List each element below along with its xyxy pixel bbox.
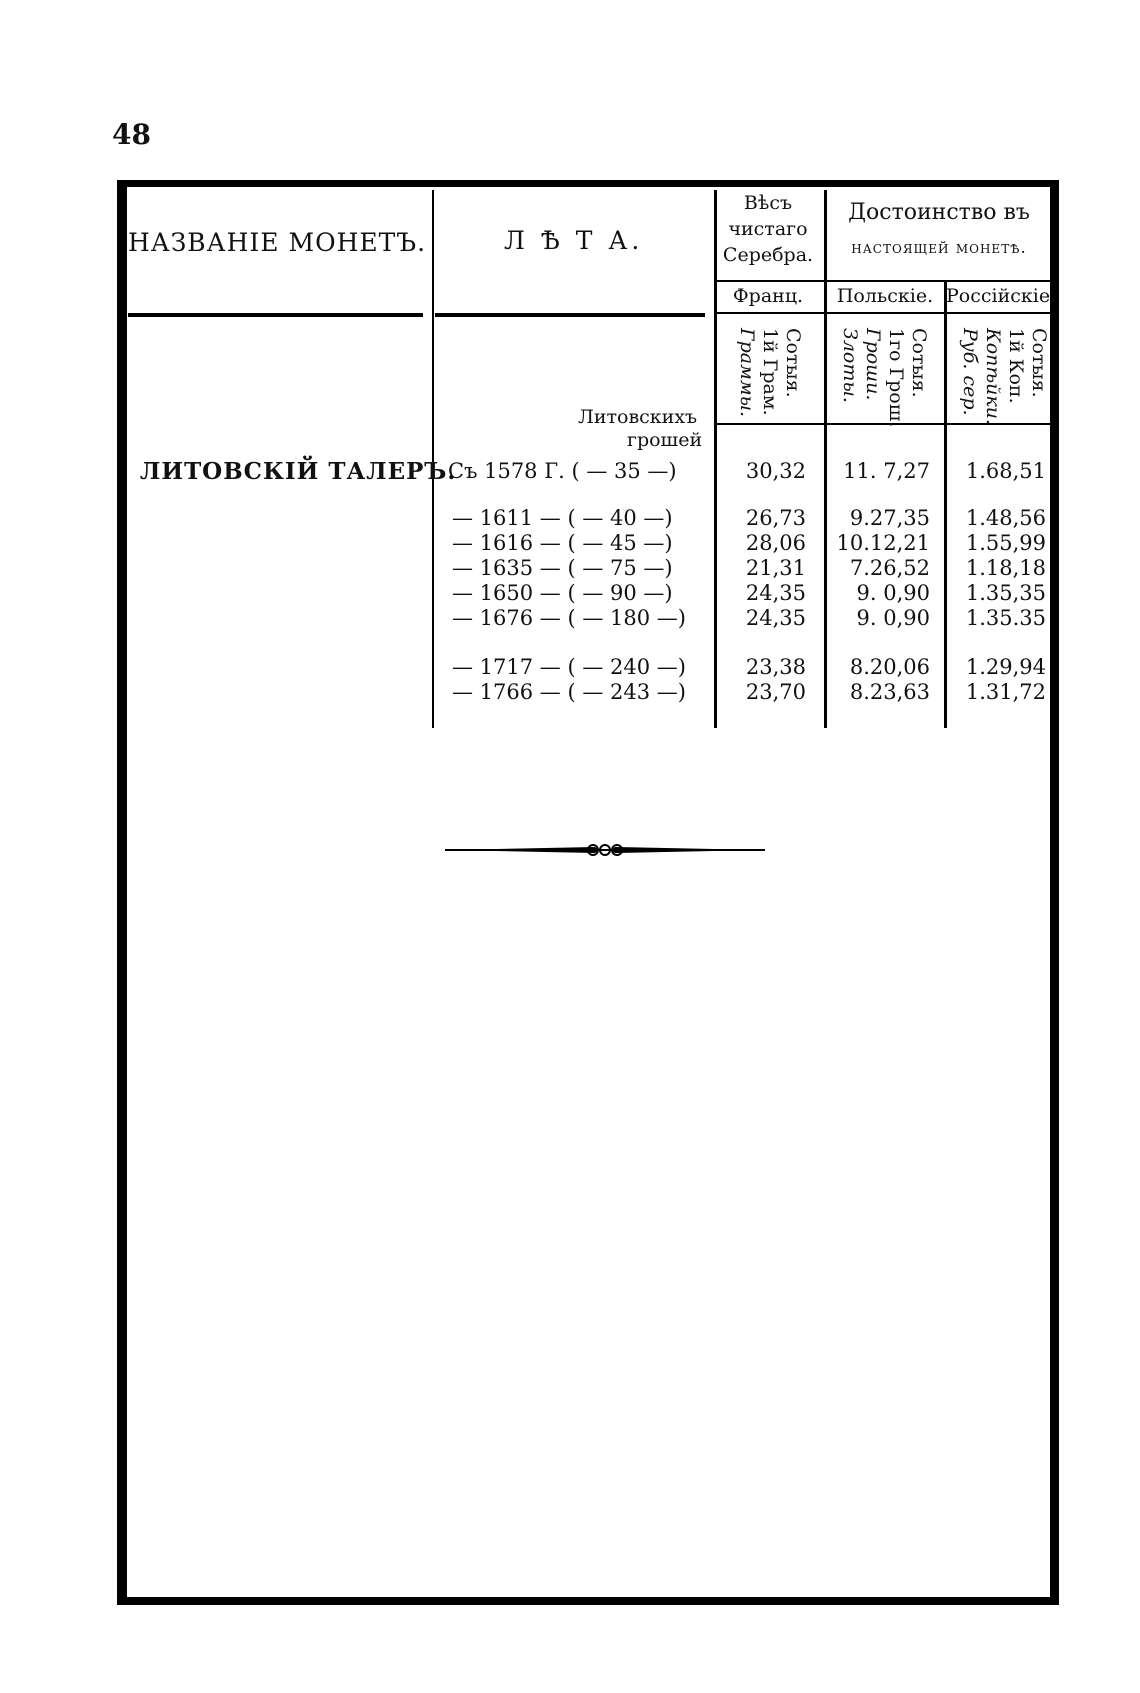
unit-russian [958,328,1050,425]
unit-russian-3: Копѣйки. [982,328,1004,426]
row-weight: 23,70 [745,680,806,704]
row-polish: 11. 7,27 [843,459,930,483]
row-years: — 1611 — ( — 40 —) [452,506,673,530]
row-weight: 30,32 [745,459,806,483]
header-coin-name: НАЗВАНІЕ МОНЕТЪ. [128,228,427,257]
row-russian: 1.35.35 [965,606,1046,630]
row-polish: 9.27,35 [849,506,930,530]
row-weight: 28,06 [745,531,806,555]
rule-under-currency [714,312,1052,314]
row-years: Съ 1578 Г. ( — 35 —) [448,459,677,483]
header-value-line-1: Достоинство въ [848,200,1030,225]
groschen-label-1: Литовскихъ [578,406,698,428]
row-russian: 1.29,94 [965,655,1046,679]
row-weight: 26,73 [745,506,806,530]
row-years: — 1676 — ( — 180 —) [452,606,686,630]
row-russian: 1.35,35 [965,581,1046,605]
row-weight: 23,38 [745,655,806,679]
row-polish: 9. 0,90 [856,606,930,630]
col-rule-polish [824,190,827,728]
row-polish: 8.23,63 [849,680,930,704]
header-weight-line-3: Серебра. [722,244,814,266]
row-russian: 1.48,56 [965,506,1046,530]
row-polish: 8.20,06 [849,655,930,679]
ornament-divider [445,840,765,860]
unit-polish-2: 1го Грош. [885,328,907,428]
row-years: — 1717 — ( — 240 —) [452,655,686,679]
header-years: Л Ѣ Т А. [504,226,644,255]
rule-under-value-title [714,280,1052,282]
page-number: 48 [112,118,151,151]
header-weight-line-2: чистаго [728,218,808,240]
unit-french [735,328,804,417]
row-years: — 1650 — ( — 90 —) [452,581,673,605]
unit-french-2: 1й Грам. [759,328,781,416]
unit-french-1: Сотыя. [782,328,804,398]
row-russian: 1.68,51 [965,459,1046,483]
unit-polish-4: Злоты. [839,328,861,403]
col-rule-weight [714,190,717,728]
row-years: — 1766 — ( — 243 —) [452,680,686,704]
unit-french-3: Граммы. [736,328,758,418]
unit-russian-2: 1й Коп. [1005,328,1027,404]
header-currency-russian: Россійскіе. [946,285,1057,307]
row-years: — 1635 — ( — 75 —) [452,556,673,580]
rule-under-header-years [435,313,705,317]
row-weight: 21,31 [745,556,806,580]
groschen-label-2: грошей [627,429,703,451]
rule-under-header-left [128,313,423,317]
row-polish: 9. 0,90 [856,581,930,605]
unit-russian-1: Сотыя. [1028,328,1050,398]
unit-russian-4: Руб. сер. [959,328,981,416]
unit-polish-1: Сотыя. [908,328,930,398]
row-russian: 1.18,18 [965,556,1046,580]
row-weight: 24,35 [745,581,806,605]
header-currency-polish: Польскіе. [836,285,934,307]
row-polish: 10.12,21 [836,531,930,555]
row-russian: 1.31,72 [965,680,1046,704]
row-polish: 7.26,52 [849,556,930,580]
header-weight-line-1: Вѣсъ [743,192,793,214]
unit-polish-3: Гроши. [862,328,884,401]
row-years: — 1616 — ( — 45 —) [452,531,673,555]
coin-name: ЛИТОВСКІЙ ТАЛЕРЪ. [140,458,457,485]
header-currency-french: Франц. [732,285,804,307]
header-value-line-2: настоящей монетѣ. [851,238,1027,258]
row-russian: 1.55,99 [965,531,1046,555]
unit-polish [838,328,930,427]
row-weight: 24,35 [745,606,806,630]
